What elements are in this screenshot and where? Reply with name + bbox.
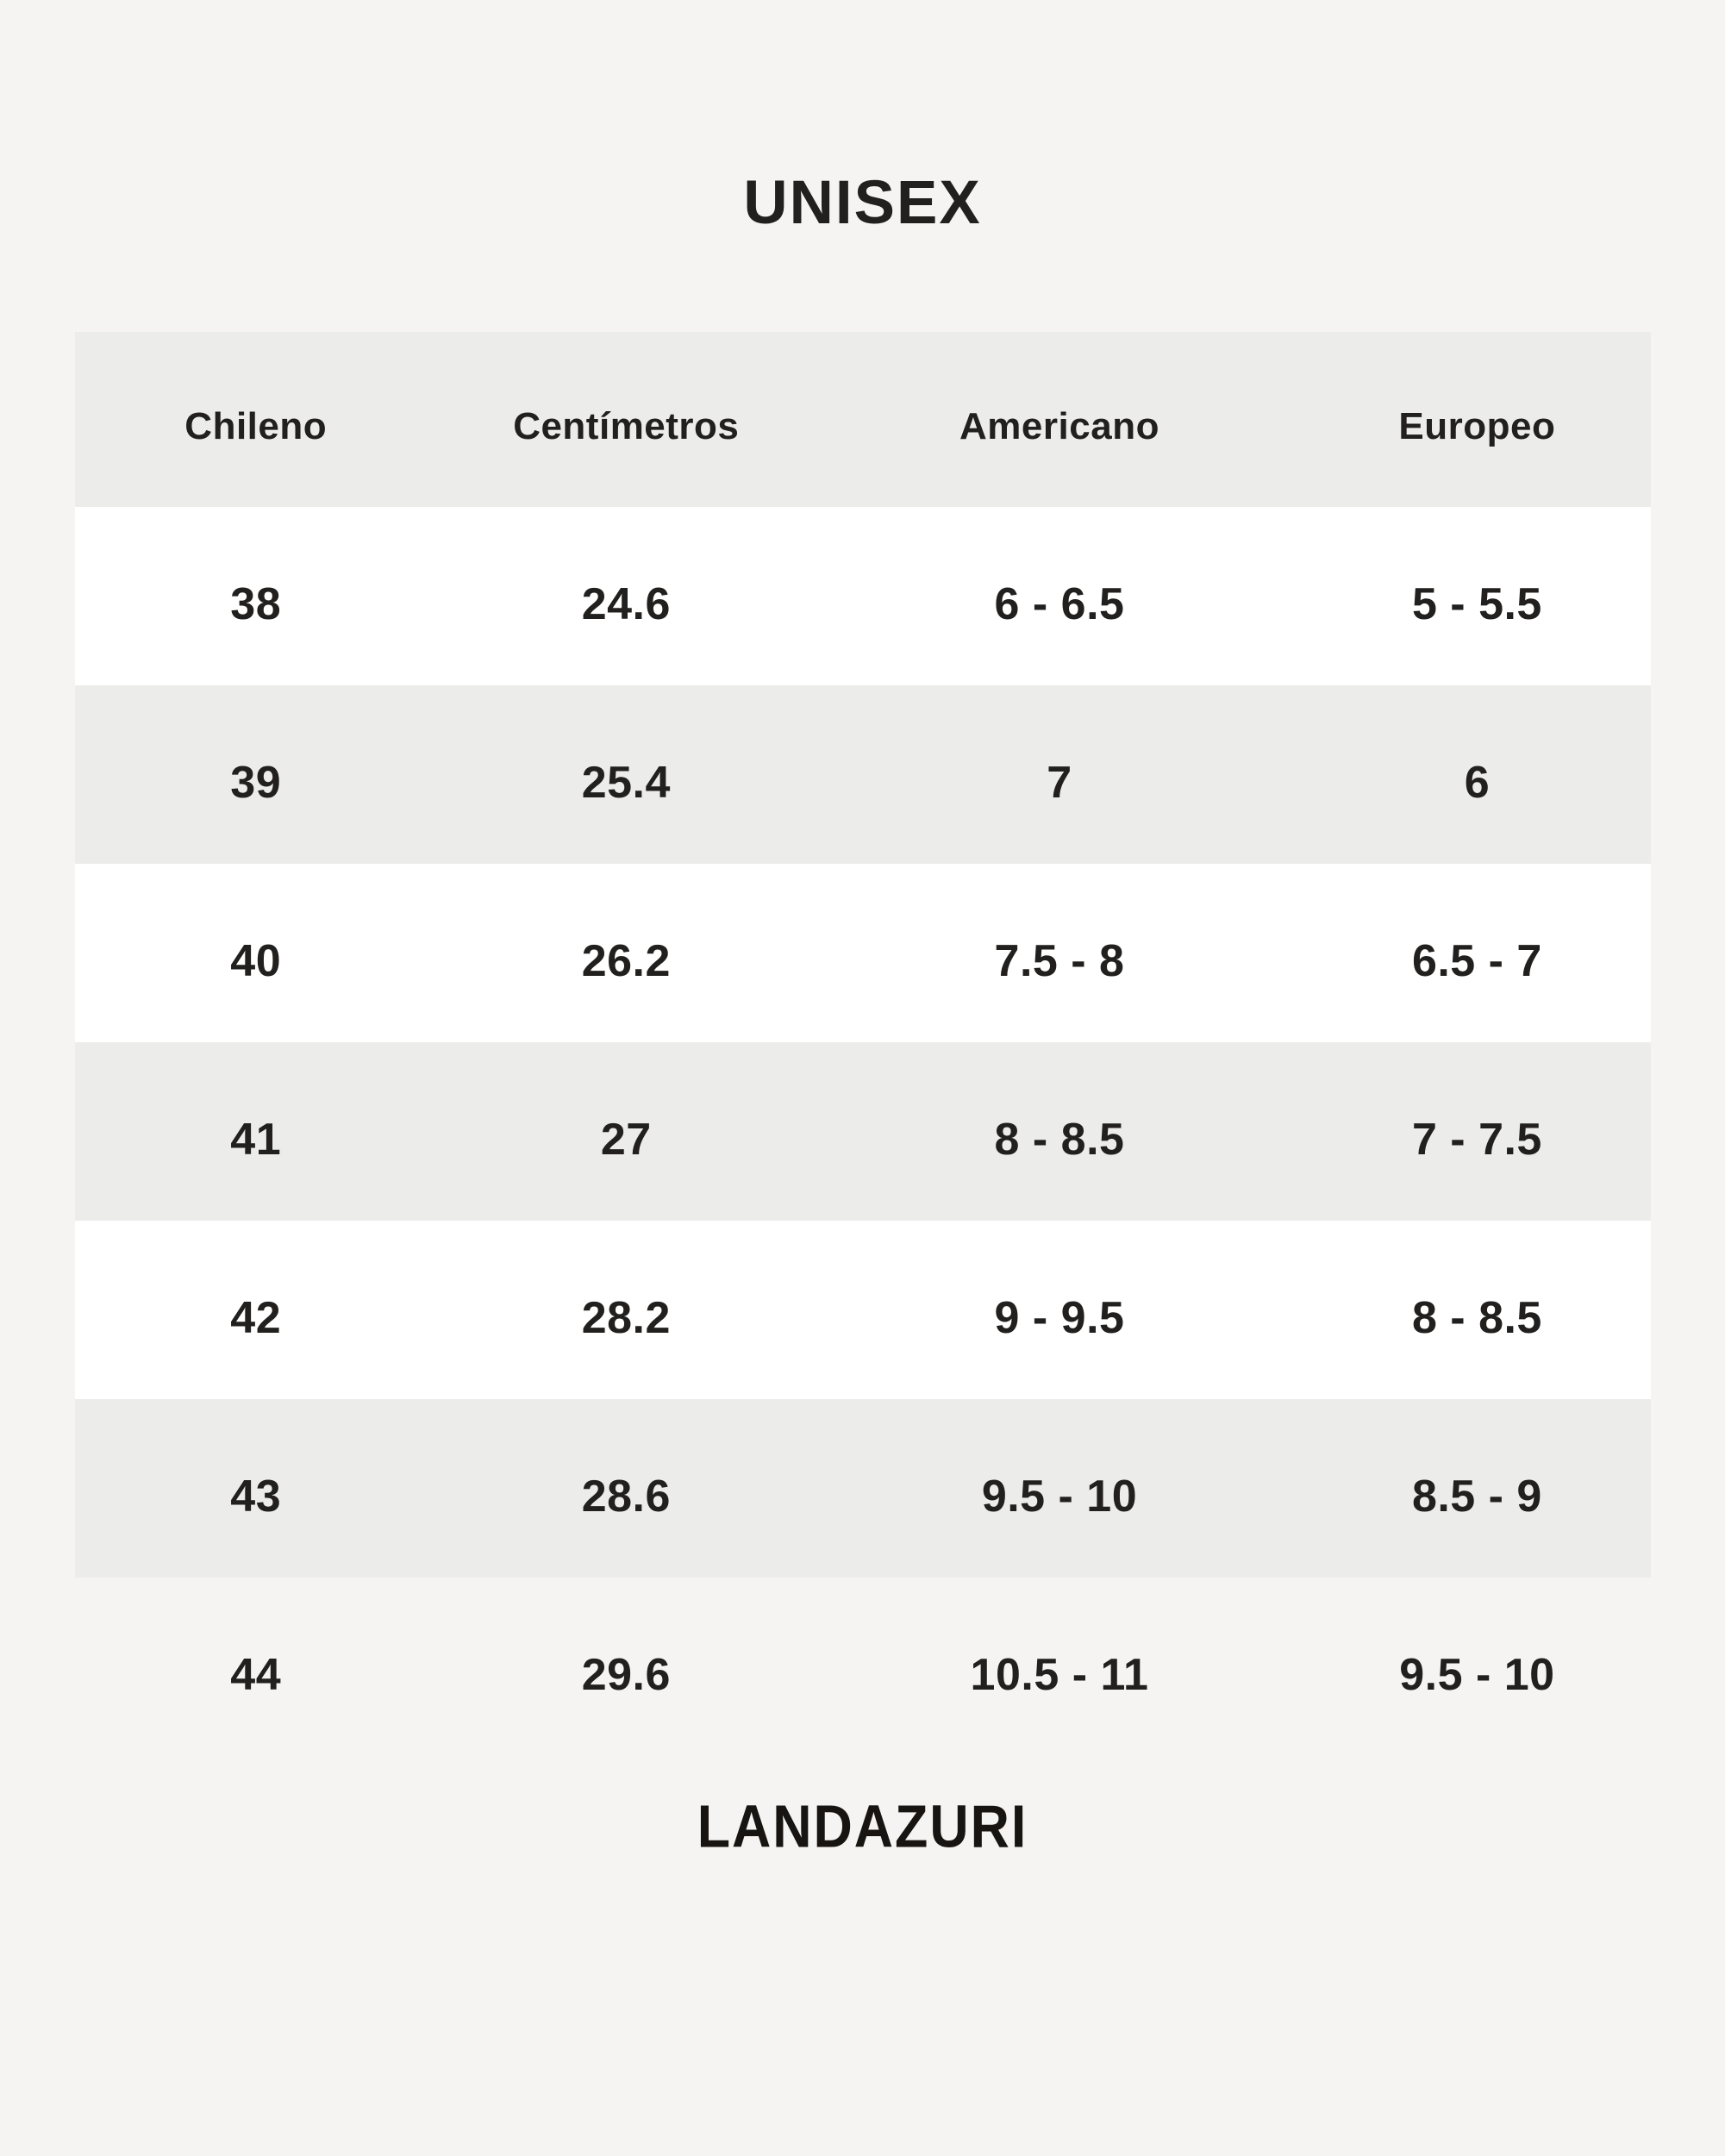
table-cell: 26.2	[581, 935, 671, 986]
table-row	[75, 685, 1651, 864]
table-cell: 6	[1464, 757, 1491, 808]
table-header-row	[75, 332, 1651, 507]
table-cell: 43	[230, 1471, 282, 1522]
table-cell: 9 - 9.5	[994, 1292, 1125, 1343]
brand-logo: LANDAZURI	[697, 1793, 1028, 1860]
table-cell: 29.6	[581, 1649, 671, 1700]
table-row	[75, 1221, 1651, 1399]
table-cell: 9.5 - 10	[981, 1471, 1138, 1522]
table-row	[75, 1399, 1651, 1578]
header-cell: Europeo	[1398, 404, 1556, 447]
header-cell: Chileno	[184, 404, 328, 447]
table-cell: 24.6	[581, 578, 671, 629]
table-cell: 7	[1047, 757, 1072, 808]
header-cell: Americano	[959, 404, 1159, 447]
table-cell: 6 - 6.5	[994, 578, 1125, 629]
table-cell: 8.5 - 9	[1411, 1471, 1542, 1522]
table-cell: 5 - 5.5	[1411, 578, 1542, 629]
table-cell: 10.5 - 11	[970, 1649, 1149, 1700]
table-cell: 27	[600, 1114, 652, 1165]
table-cell: 7 - 7.5	[1411, 1114, 1542, 1165]
table-cell: 40	[230, 935, 282, 986]
table-cell: 28.2	[581, 1292, 671, 1343]
table-row	[75, 1578, 1651, 1756]
table-row	[75, 864, 1651, 1042]
table-cell: 44	[230, 1649, 282, 1700]
table-cell: 28.6	[581, 1471, 671, 1522]
page-title: UNISEX	[743, 169, 982, 237]
table-cell: 38	[230, 578, 282, 629]
size-table	[75, 332, 1651, 1756]
table-body	[75, 507, 1651, 1756]
header-cell: Centímetros	[513, 404, 740, 447]
table-row	[75, 507, 1651, 685]
table-cell: 6.5 - 7	[1411, 935, 1542, 986]
table-cell: 8 - 8.5	[994, 1114, 1125, 1165]
table-cell: 9.5 - 10	[1399, 1649, 1555, 1700]
table-cell: 8 - 8.5	[1411, 1292, 1542, 1343]
table-row	[75, 1042, 1651, 1221]
table-cell: 39	[230, 757, 282, 808]
table-cell: 41	[230, 1114, 282, 1165]
table-cell: 25.4	[581, 757, 671, 808]
table-cell: 42	[230, 1292, 282, 1343]
table-cell: 7.5 - 8	[994, 935, 1125, 986]
